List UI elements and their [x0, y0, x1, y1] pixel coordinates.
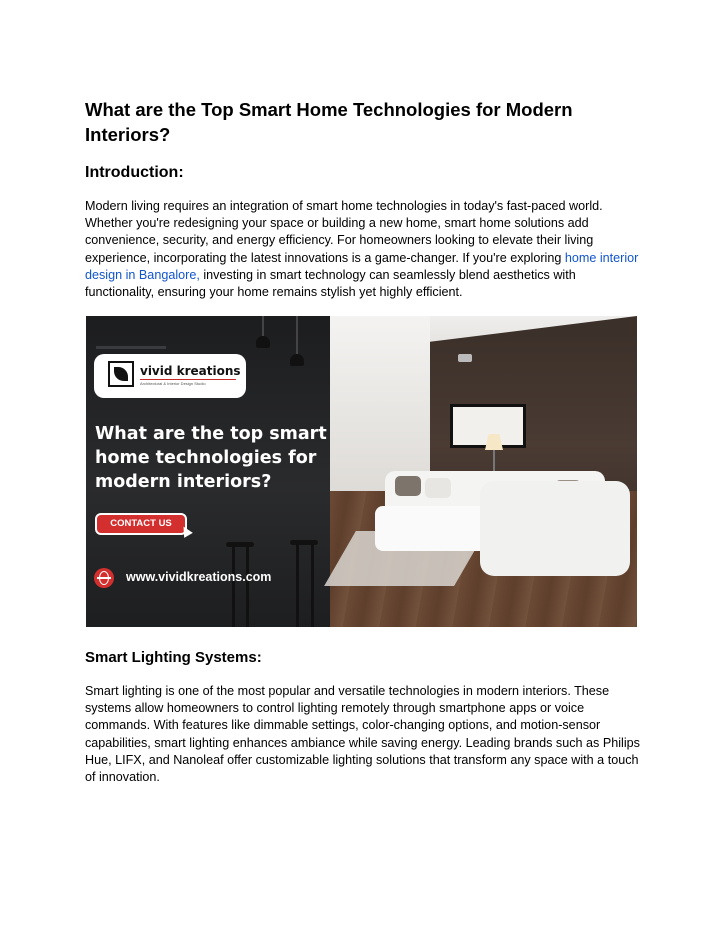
banner-headline: What are the top smart home technologies for modern interiors? — [95, 424, 327, 492]
website-url: www.vividkreations.com — [126, 570, 272, 584]
lighting-paragraph: Smart lighting is one of the most popular and versatile technologies in modern interiors. These systems allow homeowners to control lighting remotely through smartphone apps or voice commands. With features like dimmable settings, color-changing options, and motion-sensor capabilities, smart lighting enhances ambiance while saving energy. Leading brands such as Philips Hue, LIFX, and Nanoleaf offer customizable lighting solutions that transform any space with a touch of innovation. — [85, 684, 640, 785]
ceiling-light — [458, 354, 472, 362]
stool-leg — [296, 545, 299, 627]
intro-paragraph — [85, 198, 645, 301]
intro-text-before: Modern living requires an integration of smart home technologies in today's fast-paced world. Whether you're redesigning your space or building a new home, smart home solutions add convenience, security, and energy efficiency. For homeowners looking to elevate their living experience, incorporating the latest innovations is a game-changer. If you're exploring — [85, 199, 603, 265]
living-room-photo — [330, 316, 637, 627]
contact-us-button: CONTACT US — [95, 513, 187, 535]
sofa-chaise — [480, 481, 630, 576]
lamp-stand — [493, 450, 495, 472]
banner-left-panel — [86, 316, 330, 627]
page-title: What are the Top Smart Home Technologies for Modern Interiors? — [85, 99, 573, 145]
pendant-lamp — [256, 336, 270, 348]
cushion — [425, 478, 451, 498]
background-shelf — [96, 346, 166, 349]
lighting-heading: Smart Lighting Systems: — [85, 649, 262, 666]
pendant-cord — [262, 316, 264, 336]
brand-logo-card — [94, 354, 246, 398]
pendant-cord — [296, 316, 298, 354]
globe-icon — [94, 568, 114, 588]
intro-heading: Introduction: — [85, 164, 184, 181]
article-banner-image — [86, 316, 637, 627]
bar-stool — [226, 542, 254, 547]
cushion — [395, 476, 421, 496]
logo-divider — [140, 379, 236, 380]
stool-leg — [232, 547, 235, 627]
stool-leg — [311, 545, 314, 627]
stool-leg — [246, 547, 249, 627]
pendant-lamp — [290, 354, 304, 366]
interior-design-link[interactable]: home interior design in Bangalore, — [85, 250, 639, 282]
brand-tagline: Architectural & Interior Design Studio — [140, 381, 206, 386]
intro-text-after: investing in smart technology can seamlessly blend aesthetics with functionality, ensuring your home remains stylish yet highly efficient. — [85, 267, 576, 300]
leaf-logo-icon — [108, 361, 134, 387]
brand-name: vivid kreations — [140, 364, 241, 378]
